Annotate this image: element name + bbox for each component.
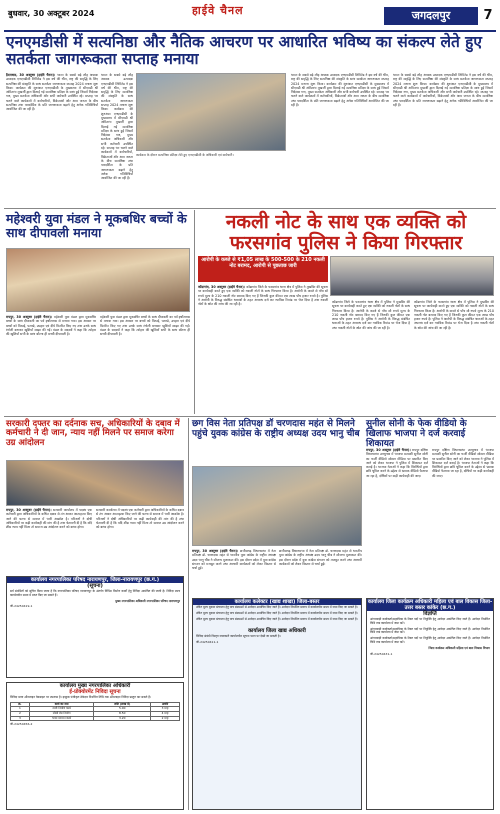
- govt-office-headline: सरकारी दफ्तर का दर्दनाक सच, अधिकारियों के दबाव में कर्मचारी ने दी जान, न्याय नहीं मिलने पर समाज करेगा उग्र आंदोलन: [6, 419, 180, 448]
- wcd-notice-footer: जिला कार्यक्रम अधिकारी महिला एवं बाल विकास विभाग: [428, 645, 490, 650]
- narayanpur-notice: [6, 576, 184, 678]
- nmdc-body-col4: [393, 73, 493, 205]
- table-cell: 1: [11, 707, 30, 712]
- table-cell: सीसी रोड निर्माण: [29, 711, 94, 716]
- divider: [194, 210, 195, 414]
- mahant-body-col2: [279, 549, 362, 593]
- table-cell: भवन मरम्मत कार्य: [29, 716, 94, 721]
- wcd-notice-title: कार्यालय जिला कार्यक्रम अधिकारी महिला एवं बाल विकास जिला-उत्तर बस्तर कांकेर (छ.ग.): [367, 599, 493, 611]
- district-food-notice-body: निविदा संबंधी विस्तृत जानकारी कार्यालयीन सूचना पटल पर देखी जा सकती है।: [196, 634, 281, 639]
- maheshwari-body-col2: [100, 315, 190, 413]
- newspaper-brand: हाईवे चैनल: [192, 4, 244, 17]
- govt-office-dateline: रायपुर, 30 अक्टूबर (हाईवे चैनल)।: [6, 508, 52, 512]
- masthead-rule: [4, 30, 496, 32]
- table-cell: 3.20: [94, 716, 151, 721]
- nmdc-dateline: हैदराबाद, 30 अक्टूबर (हाईवे चैनल)।: [6, 73, 56, 77]
- wcd-notice-body-cont2: आंगनबाड़ी कार्यकर्ता/सहायिका के रिक्त पदों पर नियुक्ति हेतु आवेदन आमंत्रित किए जाते हैं। आवेदन निर्धारित तिथि तक कार्यालय में जमा करें।: [370, 636, 490, 644]
- nmdc-photo: [136, 73, 286, 151]
- sunil-soni-body-text: रायपुर दक्षिण विधानसभा उपचुनाव में भाजपा प्रत्याशी सुनील सोनी का फर्जी वीडियो सोशल मीडिया पर प्रसारित किए जाने को लेकर भाजपा ने पुलिस में शिकायत दर्ज कराई है। भाजपा नेताओं ने कहा कि विरोधियों द्वारा छवि धूमिल करने के उद्देश्य से भ्रामक वीडियो फैलाया जा रहा है, दोषियों पर कड़ी कार्यवाही की जाए।: [366, 448, 428, 478]
- collector-food-notice-body: उचित मूल्य दुकान संचालन हेतु पात्र संस्थाओं से आवेदन आमंत्रित किए जाते हैं। आवेदन निर्धारित प्रारूप में कार्यालयीन समय में जमा किए जा सकते हैं।: [196, 605, 358, 609]
- govt-office-body-col2: [96, 508, 184, 572]
- mahant-body-text-cont: छत्तीसगढ़ विधानसभा में नेता प्रतिपक्ष डॉ. चरणदास महंत से भारतीय युवा कांग्रेस के राष्ट्रीय अध्यक्ष उदय भानु चीब ने सौजन्य मुलाकात की। इस दौरान प्रदेश में युवा कांग्रेस संगठन को मजबूत करने तथा आगामी कार्यक्रमों को लेकर विस्तार से चर्चा हुई।: [279, 549, 362, 566]
- eprocurement-ro-number: जी-24250456-2: [10, 722, 33, 727]
- table-header-cell: राशि (लाख में): [94, 702, 151, 707]
- eprocurement-notice: [6, 682, 184, 810]
- maheshwari-body-col1: [6, 315, 96, 413]
- nmdc-photo-caption: कार्यक्रम के दौरान सत्यनिष्ठा प्रतिज्ञा लेते हुए एनएमडीसी के अधिकारी एवं कर्मचारी।: [136, 153, 234, 157]
- table-header-cell: क्र.: [11, 702, 30, 707]
- district-food-notice-title: कार्यालय जिला खाद्य अधिकारी: [248, 628, 306, 635]
- table-cell: 3 माह: [151, 707, 180, 712]
- table-header-cell: अवधि: [151, 702, 180, 707]
- sunil-soni-body-col1: [366, 448, 428, 594]
- narayanpur-notice-title: कार्यालय नगरपालिका परिषद नारायणपुर, जिला-नारायणपुर (छ.ग.): [7, 577, 183, 583]
- nmdc-body-col2: [101, 73, 133, 205]
- table-row: [11, 716, 180, 721]
- mahant-headline: छग विस नेता प्रतिपक्ष डॉ चरणदास महंत से मिलने पहुंचे युवक कांग्रेस के राष्ट्रीय अध्यक्ष उदय भानु चीब: [192, 419, 360, 439]
- mahant-body-col1: [192, 549, 276, 593]
- sunil-soni-body-col2: [432, 448, 494, 594]
- wcd-notice-body-cont: आंगनबाड़ी कार्यकर्ता/सहायिका के रिक्त पदों पर नियुक्ति हेतु आवेदन आमंत्रित किए जाते हैं। आवेदन निर्धारित तिथि तक कार्यालय में जमा करें।: [370, 626, 490, 635]
- collector-food-notice-body-cont: उचित मूल्य दुकान संचालन हेतु पात्र संस्थाओं से आवेदन आमंत्रित किए जाते हैं। आवेदन निर्धारित प्रारूप में कार्यालयीन समय में जमा किए जा सकते हैं।: [196, 610, 358, 615]
- fake-notes-photo: [330, 256, 494, 296]
- maheshwari-body-text: महेश्वरी युवा मंडल द्वारा मूकबधिर बच्चों के साथ दीपावली का पर्व हर्षोल्लास से मनाया गया। इस अवसर पर बच्चों को मिठाई, पटाखे, उपहार एवं दीये वितरित किए गए तथा उनके साथ रंगोली बनाकर खुशियाँ साझा की गईं। मंडल के सदस्यों ने कहा कि त्योहार की खुशियाँ सभी के साथ बाँटना ही सच्ची दीपावली है।: [6, 315, 96, 337]
- collector-food-notice: [192, 598, 362, 810]
- maheshwari-dateline: रायपुर, 30 अक्टूबर (हाईवे चैनल)।: [6, 315, 53, 319]
- govt-office-body-col1: [6, 508, 92, 572]
- govt-office-photo: [6, 460, 184, 506]
- table-cell: 3: [11, 716, 30, 721]
- nmdc-body-text-cont: भारत के सबसे बड़े लौह अयस्क उत्पादक एनएमडीसी लिमिटेड ने इस वर्ष की थीम, राष्ट्र की समृद्धि के लिए सत्यनिष्ठा की संस्कृति के साथ सतर्कता जागरूकता सप्ताह 2024 मनाना शुरू किया। कार्यक्रम की शुरुआत एनएमडीसी के मुख्यालय में सीएमडी श्री अमिताभ मुखर्जी द्वारा दिलाई गई सत्यनिष्ठा प्रतिज्ञा के साथ हुई जिसमें निदेशक गण, मुख्य सतर्कता अधिकारी और सभी कर्मचारी उपस्थित रहे। सप्ताह भर चलने वाले कार्यक्रमों में कर्मचारियों, विक्रेताओं और आम जनता के बीच सत्यनिष्ठा तथा पारदर्शिता के प्रति जागरूकता बढ़ाने हेतु अनेक गतिविधियाँ आयोजित की जा रही हैं।: [101, 73, 133, 181]
- nmdc-body-col1: [6, 73, 98, 205]
- eprocurement-notice-title: कार्यालय मुख्य नगरपालिका अधिकारी: [59, 683, 131, 689]
- fake-notes-body-col3: [414, 300, 494, 413]
- edition-city: जगदलपुर: [384, 7, 478, 25]
- fake-notes-headline: नकली नोट के साथ एक व्यक्ति को फरसगांव पुलिस ने किया गिरफ्तार: [225, 211, 467, 254]
- tender-table: [10, 702, 180, 721]
- nmdc-headline: एनएमडीसी में सत्यनिष्ठा और नैतिक आचरण पर आधारित भविष्य का संकल्प लेते हुए सतर्कता जागरूकता सप्ताह मनाया: [6, 33, 482, 69]
- maheshwari-body-text-cont: महेश्वरी युवा मंडल द्वारा मूकबधिर बच्चों के साथ दीपावली का पर्व हर्षोल्लास से मनाया गया। इस अवसर पर बच्चों को मिठाई, पटाखे, उपहार एवं दीये वितरित किए गए तथा उनके साथ रंगोली बनाकर खुशियाँ साझा की गईं। मंडल के सदस्यों ने कहा कि त्योहार की खुशियाँ सभी के साथ बाँटना ही सच्ची दीपावली है।: [100, 315, 190, 337]
- fake-notes-dateline: कोंडागांव, 30 अक्टूबर (हाईवे चैनल)।: [198, 285, 246, 289]
- wcd-notice: [366, 598, 494, 810]
- fake-notes-body-col2: [332, 300, 410, 413]
- narayanpur-notice-body: सर्व संबंधितों को सूचित किया जाता है कि नगरपालिका परिषद नारायणपुर के अंतर्गत विभिन्न निर्माण कार्यों हेतु निविदा आमंत्रित की जाती है। निविदा प्रपत्र कार्यालयीन समय में प्राप्त किए जा सकते हैं।: [10, 589, 180, 597]
- nmdc-body-col3: [291, 73, 389, 205]
- maheshwari-headline: महेश्वरी युवा मंडल ने मूकबधिर बच्चों के साथ दीपावली मनाया: [6, 211, 187, 240]
- nmdc-body-text: भारत के सबसे बड़े लौह अयस्क उत्पादक एनएमडीसी लिमिटेड ने इस वर्ष की थीम, राष्ट्र की समृद्धि के लिए सत्यनिष्ठा की संस्कृति के साथ सतर्कता जागरूकता सप्ताह 2024 मनाना शुरू किया। कार्यक्रम की शुरुआत एनएमडीसी के मुख्यालय में सीएमडी श्री अमिताभ मुखर्जी द्वारा दिलाई गई सत्यनिष्ठा प्रतिज्ञा के साथ हुई जिसमें निदेशक गण, मुख्य सतर्कता अधिकारी और सभी कर्मचारी उपस्थित रहे। सप्ताह भर चलने वाले कार्यक्रमों में कर्मचारियों, विक्रेताओं और आम जनता के बीच सत्यनिष्ठा तथा पारदर्शिता के प्रति जागरूकता बढ़ाने हेतु अनेक गतिविधियाँ आयोजित की जा रही हैं।: [6, 73, 98, 112]
- fake-notes-body-text: कोंडागांव जिले के फरसगांव थाना क्षेत्र में पुलिस ने मुखबिर की सूचना पर कार्यवाही करते हुए एक व्यक्ति को नकली नोटों के साथ गिरफ्तार किया है। आरोपी के कब्जे से पाँच सौ रुपये मूल्य के 210 नकली नोट बरामद किए गए हैं जिनकी कुल कीमत एक लाख पाँच हजार रुपये है। पुलिस ने आरोपी के विरुद्ध संबंधित धाराओं के तहत अपराध दर्ज कर न्यायिक रिमांड पर भेज दिया है तथा नकली नोटों के स्रोत की जांच की जा रही है।: [198, 285, 328, 307]
- collector-ro-number: जी-24250411-1: [196, 640, 219, 645]
- narayanpur-notice-footer: मुख्य नगरपालिका अधिकारी नगरपालिका परिषद नारायणपुर: [115, 598, 180, 603]
- narayanpur-ro-number: जी-24250419-1: [10, 604, 33, 609]
- masthead: [4, 3, 496, 29]
- fake-notes-kicker: आरोपी के कब्जे से ₹1,05 लाख के 500-500 के 210 नकली नोट बरामद, आरोपी से पूछताछ जारी: [198, 256, 328, 282]
- table-cell: 5.00: [94, 707, 151, 712]
- fake-notes-body-text-cont: कोंडागांव जिले के फरसगांव थाना क्षेत्र में पुलिस ने मुखबिर की सूचना पर कार्यवाही करते हुए एक व्यक्ति को नकली नोटों के साथ गिरफ्तार किया है। आरोपी के कब्जे से पाँच सौ रुपये मूल्य के 210 नकली नोट बरामद किए गए हैं जिनकी कुल कीमत एक लाख पाँच हजार रुपये है। पुलिस ने आरोपी के विरुद्ध संबंधित धाराओं के तहत अपराध दर्ज कर न्यायिक रिमांड पर भेज दिया है तथा नकली नोटों के स्रोत की जांच की जा रही है।: [332, 300, 410, 330]
- page-number: 7: [483, 8, 493, 23]
- wcd-ro-number: जी-24250431-1: [370, 651, 393, 656]
- table-cell: 2 माह: [151, 716, 180, 721]
- sunil-soni-body-text-cont: रायपुर दक्षिण विधानसभा उपचुनाव में भाजपा प्रत्याशी सुनील सोनी का फर्जी वीडियो सोशल मीडिया पर प्रसारित किए जाने को लेकर भाजपा ने पुलिस में शिकायत दर्ज कराई है। भाजपा नेताओं ने कहा कि विरोधियों द्वारा छवि धूमिल करने के उद्देश्य से भ्रामक वीडियो फैलाया जा रहा है, दोषियों पर कड़ी कार्यवाही की जाए।: [432, 448, 494, 478]
- narayanpur-notice-subtitle: (सूचना): [87, 583, 103, 589]
- wcd-notice-body: आंगनबाड़ी कार्यकर्ता/सहायिका के रिक्त पदों पर नियुक्ति हेतु आवेदन आमंत्रित किए जाते हैं। आवेदन निर्धारित तिथि तक कार्यालय में जमा करें।: [370, 617, 490, 625]
- fake-notes-body-col1: [198, 285, 328, 413]
- table-cell: 4 माह: [151, 711, 180, 716]
- fake-notes-body-text-cont2: कोंडागांव जिले के फरसगांव थाना क्षेत्र में पुलिस ने मुखबिर की सूचना पर कार्यवाही करते हुए एक व्यक्ति को नकली नोटों के साथ गिरफ्तार किया है। आरोपी के कब्जे से पाँच सौ रुपये मूल्य के 210 नकली नोट बरामद किए गए हैं जिनकी कुल कीमत एक लाख पाँच हजार रुपये है। पुलिस ने आरोपी के विरुद्ध संबंधित धाराओं के तहत अपराध दर्ज कर न्यायिक रिमांड पर भेज दिया है तथा नकली नोटों के स्रोत की जांच की जा रही है।: [414, 300, 494, 330]
- issue-date: बुधवार, 30 अक्टूबर 2024: [8, 9, 95, 18]
- table-cell: 8.50: [94, 711, 151, 716]
- table-cell: नाली निर्माण कार्य: [29, 707, 94, 712]
- sunil-soni-headline: सुनील सोनी के फेक वीडियो के खिलाफ भाजपा ने दर्ज करवाई शिकायत: [366, 419, 467, 449]
- divider: [4, 208, 496, 209]
- collector-food-notice-title: कार्यालय कलेक्टर (खाद्य शाखा) जिला-बस्तर: [193, 599, 361, 605]
- mahant-dateline: रायपुर, 30 अक्टूबर (हाईवे चैनल)।: [192, 549, 239, 553]
- govt-office-body-text-cont: सरकारी कार्यालय में पदस्थ एक कर्मचारी द्वारा अधिकारियों के कथित दबाव से तंग आकर आत्महत्या किए जाने की घटना से समाज में भारी आक्रोश है। परिजनों ने दोषी अधिकारियों पर कड़ी कार्यवाही की मांग की है तथा चेतावनी दी है कि यदि शीघ्र न्याय नहीं मिला तो समाज उग्र आंदोलन करने को बाध्य होगा।: [96, 508, 184, 530]
- govt-office-body-text: सरकारी कार्यालय में पदस्थ एक कर्मचारी द्वारा अधिकारियों के कथित दबाव से तंग आकर आत्महत्या किए जाने की घटना से समाज में भारी आक्रोश है। परिजनों ने दोषी अधिकारियों पर कड़ी कार्यवाही की मांग की है तथा चेतावनी दी है कि यदि शीघ्र न्याय नहीं मिला तो समाज उग्र आंदोलन करने को बाध्य होगा।: [6, 508, 92, 530]
- eprocurement-notice-subtitle: ई-प्रोक्योरमेंट निविदा सूचना: [69, 689, 121, 695]
- sunil-soni-dateline: रायपुर, 30 अक्टूबर (हाईवे चैनल)।: [366, 448, 411, 452]
- maheshwari-photo: [6, 248, 190, 312]
- nmdc-body-text-cont2: भारत के सबसे बड़े लौह अयस्क उत्पादक एनएमडीसी लिमिटेड ने इस वर्ष की थीम, राष्ट्र की समृद्धि के लिए सत्यनिष्ठा की संस्कृति के साथ सतर्कता जागरूकता सप्ताह 2024 मनाना शुरू किया। कार्यक्रम की शुरुआत एनएमडीसी के मुख्यालय में सीएमडी श्री अमिताभ मुखर्जी द्वारा दिलाई गई सत्यनिष्ठा प्रतिज्ञा के साथ हुई जिसमें निदेशक गण, मुख्य सतर्कता अधिकारी और सभी कर्मचारी उपस्थित रहे। सप्ताह भर चलने वाले कार्यक्रमों में कर्मचारियों, विक्रेताओं और आम जनता के बीच सत्यनिष्ठा तथा पारदर्शिता के प्रति जागरूकता बढ़ाने हेतु अनेक गतिविधियाँ आयोजित की जा रही हैं।: [291, 73, 389, 108]
- mahant-photo: [192, 466, 362, 546]
- wcd-notice-subtitle: विज्ञप्ति: [423, 611, 437, 617]
- eprocurement-notice-body: निविदा प्रपत्र ऑनलाइन वेबसाइट पर उपलब्ध है। इच्छुक पंजीकृत ठेकेदार निर्धारित तिथि तक ऑनलाइन निविदा प्रस्तुत कर सकते हैं।: [10, 695, 152, 699]
- collector-food-notice-body-cont2: उचित मूल्य दुकान संचालन हेतु पात्र संस्थाओं से आवेदन आमंत्रित किए जाते हैं। आवेदन निर्धारित प्रारूप में कार्यालयीन समय में जमा किए जा सकते हैं।: [196, 616, 358, 621]
- table-header-cell: कार्य का नाम: [29, 702, 94, 707]
- table-cell: 2: [11, 711, 30, 716]
- mahant-body-text: छत्तीसगढ़ विधानसभा में नेता प्रतिपक्ष डॉ. चरणदास महंत से भारतीय युवा कांग्रेस के राष्ट्रीय अध्यक्ष उदय भानु चीब ने सौजन्य मुलाकात की। इस दौरान प्रदेश में युवा कांग्रेस संगठन को मजबूत करने तथा आगामी कार्यक्रमों को लेकर विस्तार से चर्चा हुई।: [192, 549, 276, 571]
- nmdc-body-text-cont3: भारत के सबसे बड़े लौह अयस्क उत्पादक एनएमडीसी लिमिटेड ने इस वर्ष की थीम, राष्ट्र की समृद्धि के लिए सत्यनिष्ठा की संस्कृति के साथ सतर्कता जागरूकता सप्ताह 2024 मनाना शुरू किया। कार्यक्रम की शुरुआत एनएमडीसी के मुख्यालय में सीएमडी श्री अमिताभ मुखर्जी द्वारा दिलाई गई सत्यनिष्ठा प्रतिज्ञा के साथ हुई जिसमें निदेशक गण, मुख्य सतर्कता अधिकारी और सभी कर्मचारी उपस्थित रहे। सप्ताह भर चलने वाले कार्यक्रमों में कर्मचारियों, विक्रेताओं और आम जनता के बीच सत्यनिष्ठा तथा पारदर्शिता के प्रति जागरूकता बढ़ाने हेतु अनेक गतिविधियाँ आयोजित की जा रही हैं।: [393, 73, 493, 108]
- divider: [188, 418, 189, 810]
- divider: [4, 416, 496, 417]
